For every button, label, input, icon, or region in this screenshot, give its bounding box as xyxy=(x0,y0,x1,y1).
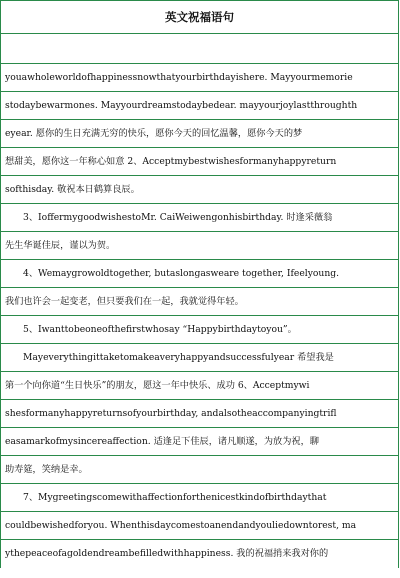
blank-row xyxy=(1,34,398,64)
text-line: 7、Mygreetingscomewithaffectionforthenicestkindofbirthdaythat xyxy=(1,484,398,512)
text-line: ythepeaceofagoldendreambefilledwithhappiness. 我的祝福捎来我对你的 xyxy=(5,548,329,559)
text-line: 3、IoffermygoodwishestoMr. CaiWeiwengonhisbirthday. 时逢采薇翁 xyxy=(1,204,398,232)
text-line: 4、Wemaygrowoldtogether, butaslongasweare together, Ifeelyoung. xyxy=(1,260,398,288)
text-line: 5、Iwanttobeoneofthefirstwhosay “Happybirthdaytoyou”。 xyxy=(1,316,398,344)
text-line: Mayeverythingittaketomakeaveryhappyandsuccessfulyear 希望我是 xyxy=(1,344,398,372)
text-line: eyear. 愿你的生日充满无穷的快乐，愿你今天的回忆温馨，愿你今天的梦 xyxy=(1,120,398,148)
text-line: softhisday. 敬祝本日鹤算良辰。 xyxy=(1,176,398,204)
document-title: 英文祝福语句 xyxy=(1,1,398,34)
text-line: 助寿筵，笑纳是幸。 xyxy=(1,456,398,484)
text-line: couldbewishedforyou. Whenthisdaycomestoanendandyouliedowntorest, ma xyxy=(1,512,398,540)
text-line: shesformanyhappyreturnsofyourbirthday, andalsotheaccompanyingtrifl xyxy=(1,400,398,428)
text-line: 第一个向你道“生日快乐”的朋友，愿这一年中快乐、成功 6、Acceptmywi xyxy=(1,372,398,400)
text-line: 先生华诞佳辰，谨以为贺。 xyxy=(1,232,398,260)
text-line: easamarkofmysincereaffection. 适逢足下佳辰，诸凡顺遂，为放为祝，聊 xyxy=(1,428,398,456)
text-line: youawholeworldofhappinessnowthatyourbirthdayishere. Mayyourmemorie xyxy=(1,64,398,92)
text-line: 想甜美，愿你这一年称心如意 2、Acceptmybestwishesformanyhappyreturn xyxy=(1,148,398,176)
text-line: stodaybewarmones. Mayyourdreamstodaybedear. mayyourjoylastthroughth xyxy=(1,92,398,120)
text-line: 我们也许会一起变老，但只要我们在一起，我就觉得年轻。 xyxy=(1,288,398,316)
